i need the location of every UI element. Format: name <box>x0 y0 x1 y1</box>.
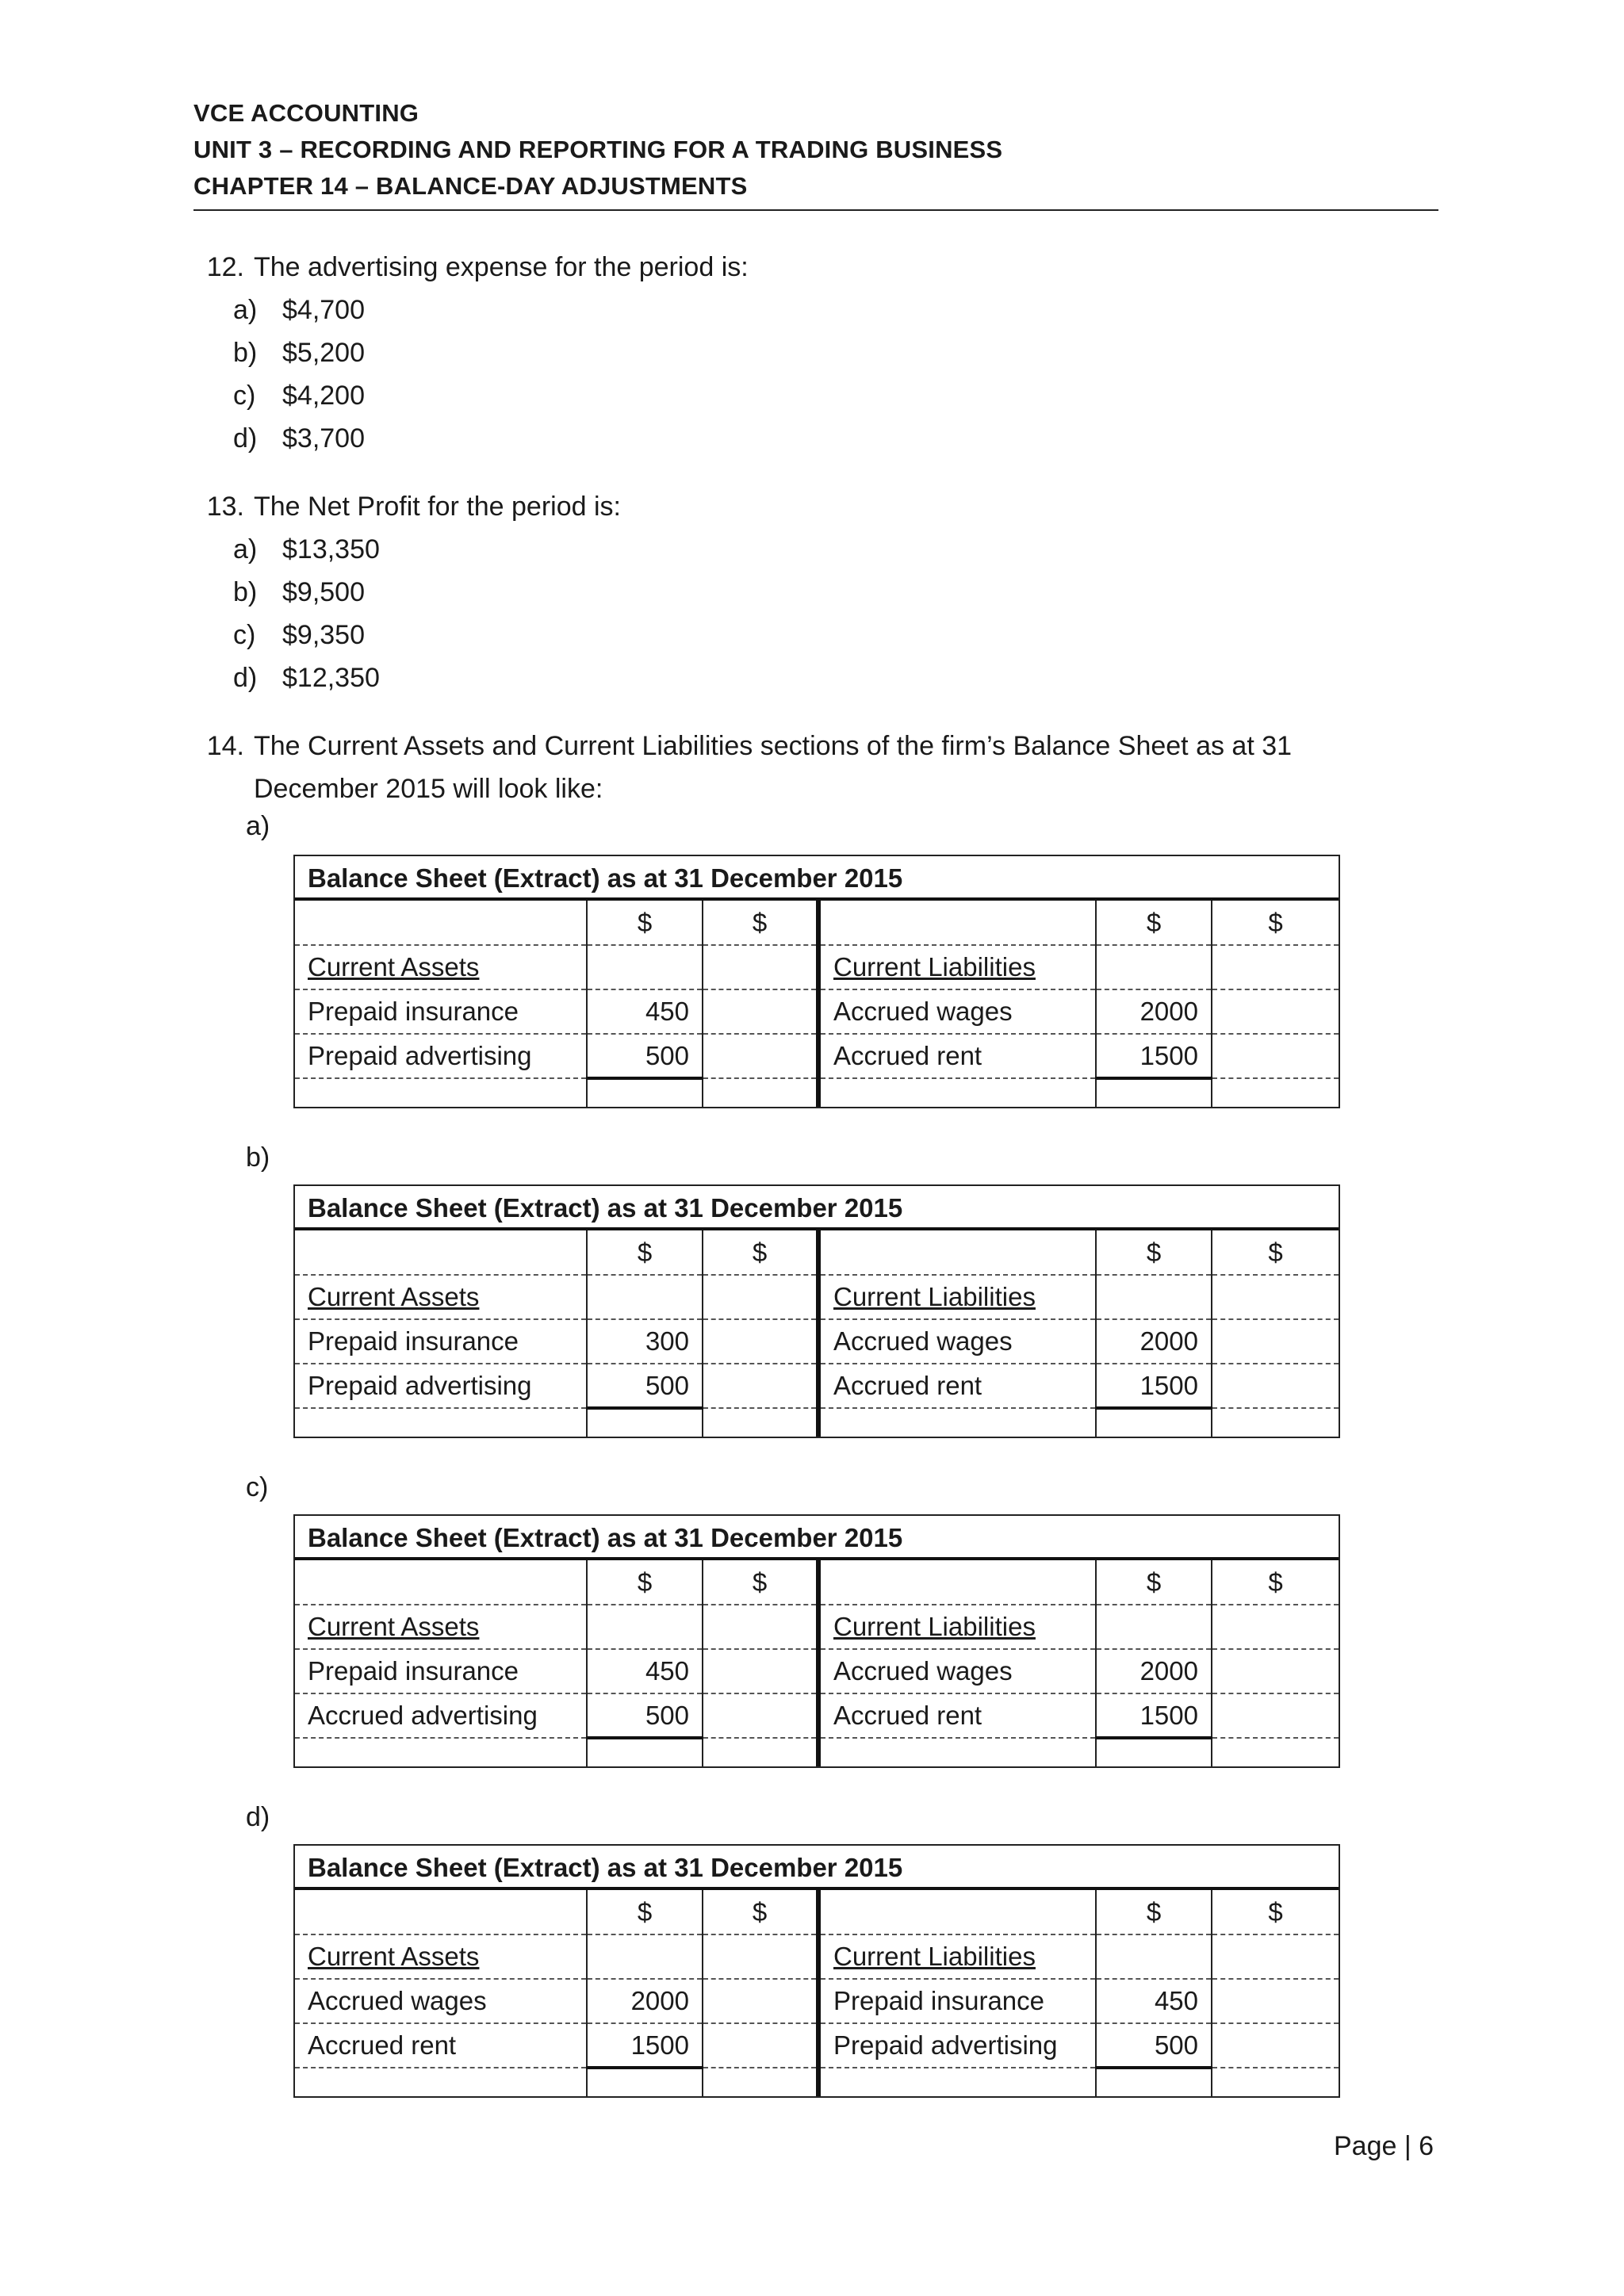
right-item-value: 1500 <box>1096 1034 1212 1078</box>
left-item-value: 2000 <box>587 1979 703 2023</box>
currency-symbol: $ <box>1212 1230 1339 1275</box>
currency-symbol: $ <box>1096 1890 1212 1934</box>
balance-sheet-d <box>293 1844 1340 2098</box>
page-number: Page | 6 <box>1334 2131 1434 2161</box>
currency-row <box>295 1560 1339 1605</box>
currency-symbol: $ <box>703 1230 818 1275</box>
question-number: 12. <box>206 252 244 282</box>
option-a-label: a) <box>246 811 270 841</box>
question-13 <box>193 485 621 699</box>
currency-symbol: $ <box>1096 1230 1212 1275</box>
option-b: b) $9,500 <box>233 577 365 607</box>
left-item-name: Prepaid advertising <box>295 1364 587 1408</box>
currency-symbol: $ <box>703 1560 818 1605</box>
page-header <box>193 95 1438 211</box>
currency-symbol: $ <box>703 901 818 945</box>
left-item-value: 500 <box>587 1034 703 1078</box>
option-b-label: b) <box>246 1142 270 1173</box>
currency-row <box>295 1890 1339 1934</box>
table-row <box>295 2023 1339 2068</box>
left-item-name: Prepaid advertising <box>295 1034 587 1078</box>
left-item-name: Accrued rent <box>295 2023 587 2068</box>
left-item-name: Accrued wages <box>295 1979 587 2023</box>
right-item-value: 1500 <box>1096 1693 1212 1738</box>
right-item-value: 2000 <box>1096 1319 1212 1364</box>
right-heading: Current Liabilities <box>818 1605 1096 1649</box>
table-row <box>295 1364 1339 1408</box>
table-row <box>295 989 1339 1034</box>
left-heading: Current Assets <box>295 1934 587 1979</box>
currency-row <box>295 1230 1339 1275</box>
currency-symbol: $ <box>587 901 703 945</box>
right-heading: Current Liabilities <box>818 1275 1096 1319</box>
option-a: a) $13,350 <box>233 534 380 564</box>
question-number: 13. <box>206 492 244 522</box>
right-item-name: Accrued rent <box>818 1034 1096 1078</box>
currency-symbol: $ <box>1096 901 1212 945</box>
subtotal-row <box>295 2068 1339 2096</box>
right-item-value: 2000 <box>1096 1649 1212 1693</box>
currency-symbol: $ <box>587 1560 703 1605</box>
left-heading: Current Assets <box>295 1605 587 1649</box>
left-item-name: Prepaid insurance <box>295 1649 587 1693</box>
right-heading: Current Liabilities <box>818 1934 1096 1979</box>
left-heading: Current Assets <box>295 945 587 989</box>
heading-row <box>295 945 1339 989</box>
right-item-name: Accrued wages <box>818 1319 1096 1364</box>
question-number: 14. <box>206 731 244 761</box>
right-heading: Current Liabilities <box>818 945 1096 989</box>
sheet-title: Balance Sheet (Extract) as at 31 December 2015 <box>295 1516 1339 1560</box>
subtotal-row <box>295 1738 1339 1766</box>
sheet-title: Balance Sheet (Extract) as at 31 December 2015 <box>295 1846 1339 1890</box>
left-item-name: Prepaid insurance <box>295 989 587 1034</box>
question-12 <box>193 246 749 460</box>
left-item-value: 450 <box>587 1649 703 1693</box>
question-text: The advertising expense for the period is: <box>254 252 749 282</box>
left-item-value: 500 <box>587 1364 703 1408</box>
left-item-name: Accrued advertising <box>295 1693 587 1738</box>
currency-symbol: $ <box>587 1230 703 1275</box>
question-text: The Net Profit for the period is: <box>254 492 621 522</box>
right-item-name: Accrued rent <box>818 1693 1096 1738</box>
option-d: d) $3,700 <box>233 423 365 453</box>
heading-row <box>295 1605 1339 1649</box>
question-text-line2: December 2015 will look like: <box>254 774 603 804</box>
left-item-value: 1500 <box>587 2023 703 2068</box>
right-item-name: Prepaid advertising <box>818 2023 1096 2068</box>
sheet-table <box>295 1890 1339 2096</box>
table-row <box>295 1693 1339 1738</box>
currency-symbol: $ <box>703 1890 818 1934</box>
left-item-name: Prepaid insurance <box>295 1319 587 1364</box>
right-item-value: 450 <box>1096 1979 1212 2023</box>
sheet-title: Balance Sheet (Extract) as at 31 December 2015 <box>295 856 1339 901</box>
subtotal-row <box>295 1078 1339 1107</box>
left-heading: Current Assets <box>295 1275 587 1319</box>
option-d-label: d) <box>246 1802 270 1832</box>
sheet-table <box>295 1560 1339 1766</box>
heading-row <box>295 1275 1339 1319</box>
right-item-name: Accrued wages <box>818 1649 1096 1693</box>
header-unit: UNIT 3 – RECORDING AND REPORTING FOR A TRADING BUSINESS <box>193 136 1003 163</box>
left-item-value: 450 <box>587 989 703 1034</box>
currency-symbol: $ <box>1212 1560 1339 1605</box>
option-c: c) $4,200 <box>233 381 365 411</box>
question-text-line1: The Current Assets and Current Liabilities sections of the firm’s Balance Sheet as at 31 <box>254 731 1293 761</box>
balance-sheet-c <box>293 1514 1340 1768</box>
balance-sheet-b <box>293 1184 1340 1438</box>
currency-symbol: $ <box>1212 901 1339 945</box>
currency-symbol: $ <box>1096 1560 1212 1605</box>
currency-row <box>295 901 1339 945</box>
right-item-value: 500 <box>1096 2023 1212 2068</box>
table-row <box>295 1979 1339 2023</box>
right-item-name: Prepaid insurance <box>818 1979 1096 2023</box>
option-d: d) $12,350 <box>233 663 380 693</box>
table-row <box>295 1034 1339 1078</box>
header-subject: VCE ACCOUNTING <box>193 99 419 127</box>
right-item-value: 2000 <box>1096 989 1212 1034</box>
balance-sheet-a <box>293 855 1340 1108</box>
table-row <box>295 1319 1339 1364</box>
question-14 <box>193 725 1292 810</box>
currency-symbol: $ <box>1212 1890 1339 1934</box>
left-item-value: 500 <box>587 1693 703 1738</box>
sheet-title: Balance Sheet (Extract) as at 31 December 2015 <box>295 1186 1339 1230</box>
right-item-name: Accrued rent <box>818 1364 1096 1408</box>
right-item-value: 1500 <box>1096 1364 1212 1408</box>
header-chapter: CHAPTER 14 – BALANCE-DAY ADJUSTMENTS <box>193 172 748 200</box>
subtotal-row <box>295 1408 1339 1437</box>
right-item-name: Accrued wages <box>818 989 1096 1034</box>
sheet-table <box>295 1230 1339 1437</box>
option-b: b) $5,200 <box>233 338 365 368</box>
left-item-value: 300 <box>587 1319 703 1364</box>
table-row <box>295 1649 1339 1693</box>
option-c: c) $9,350 <box>233 620 365 650</box>
sheet-table <box>295 901 1339 1107</box>
currency-symbol: $ <box>587 1890 703 1934</box>
option-c-label: c) <box>246 1472 269 1502</box>
heading-row <box>295 1934 1339 1979</box>
option-a: a) $4,700 <box>233 295 365 325</box>
